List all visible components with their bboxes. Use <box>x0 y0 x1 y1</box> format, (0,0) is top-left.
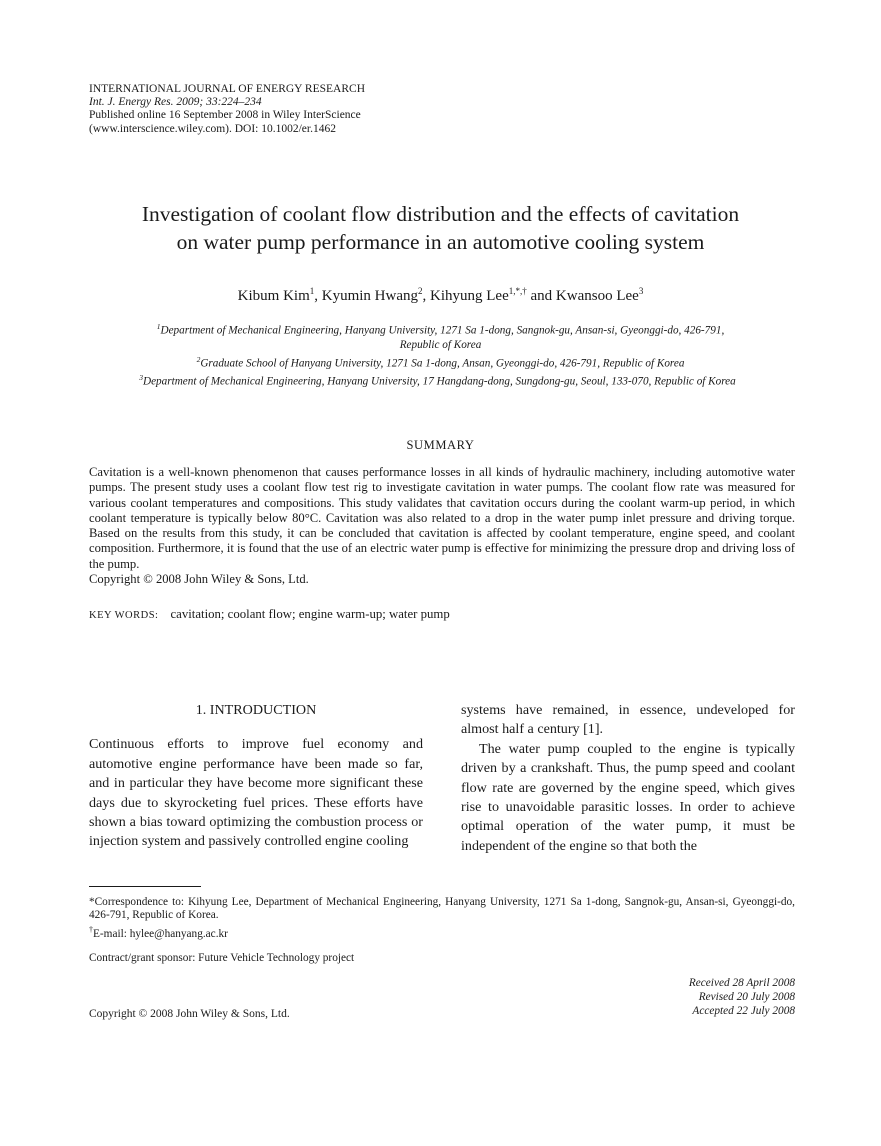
submission-dates <box>689 976 795 1018</box>
affiliation-1-cont: Republic of Korea <box>399 339 482 352</box>
received-date: Received 28 April 2008 <box>688 977 795 989</box>
author-1: Kibum Kim$^1$, <box>237 286 322 304</box>
publication-note: Published online 16 September 2008 in Wiley InterScience <box>89 109 361 122</box>
intro-paragraph-1-continued: systems have remained, in essence, undeveloped for almost half a century [1]. <box>461 702 795 738</box>
email-note: †E-mail: hylee@hanyang.ac.kr <box>89 924 228 940</box>
paper-title <box>60 200 821 256</box>
column-right <box>461 701 795 856</box>
intro-paragraph-2: The water pump coupled to the engine is typically driven by a crankshaft. Thus, the pump speed and coolant flow rate are governed by the engine speed, which gives rise to unavoidable parasitic losses. In order to achieve optimal operation of the water pump, it must be independent of the engine so that both the <box>461 740 795 854</box>
doi-line: (www.interscience.wiley.com). DOI: 10.1002/er.1462 <box>89 122 336 135</box>
revised-date: Revised 20 July 2008 <box>698 991 795 1004</box>
author-2: Kyumin Hwang$^2$, <box>321 286 431 304</box>
accepted-date: Accepted 22 July 2008 <box>692 1005 795 1018</box>
keywords <box>89 607 450 622</box>
author-list <box>60 286 821 305</box>
journal-name: INTERNATIONAL JOURNAL OF ENERGY RESEARCH <box>89 83 365 95</box>
correspondence-note: *Correspondence to: Kihyung Lee, Department of Mechanical Engineering, Hanyang University, 1271 Sa 1-dong, Sangnok-gu, Ansan-si, Gyeonggi-do, 426-791, Republic of Korea. <box>89 896 795 922</box>
section-heading-introduction: 1. INTRODUCTION <box>195 702 317 718</box>
summary-text: Cavitation is a well-known phenomenon that causes performance losses in all kinds of hydraulic machinery, including automotive water pumps. The present study uses a coolant flow test rig to investigate cavitation in water pumps. The coolant flow rate was measured for various coolant temperatures and compositions. This study validates that cavitation occurs during the coolant warm-up period, in which coolant temperature is typically below 80°C. Cavitation was also related to a drop in the water pump inlet pressure and driving torque. Based on the results from this study, it can be concluded that cavitation is affected by coolant temperature, engine speed, and coolant composition. Furthermore, it is found that the use of an electric water pump is effective for minimizing the pressure drop and driving loss of the pump. <box>89 465 795 571</box>
affiliations <box>88 320 793 389</box>
keywords-label: KEY WORDS: <box>89 610 159 621</box>
summary-heading: SUMMARY <box>406 438 475 452</box>
column-left <box>89 701 423 852</box>
summary-copyright: Copyright © 2008 John Wiley & Sons, Ltd. <box>89 572 309 587</box>
title-line-2: on water pump performance in an automotive cooling system <box>176 230 705 254</box>
affiliation-1: $^1$Department of Mechanical Engineering, Hanyang University, 1271 Sa 1-dong, Sangnok-gu, Ansan-si, Gyeonggi-do, 426-791, <box>156 322 725 337</box>
affiliation-3: $^3$Department of Mechanical Engineering, Hanyang University, 17 Hangdang-dong, Sungdong-gu, Seoul, 133-070, Republic of Korea <box>139 372 736 388</box>
journal-header <box>89 83 365 136</box>
author-3: Kihyung Lee$^{1,*,\dagger}$ and <box>430 286 556 304</box>
intro-paragraph-1: Continuous efforts to improve fuel economy and automotive engine performance have been made so far, and in particular they have become more significant these days due to skyrocketing fuel prices. These efforts have shown a bias toward optimizing the combustion process or injection system and passively controlled engine cooling <box>89 736 423 850</box>
journal-citation: Int. J. Energy Res. 2009; 33:224–234 <box>89 96 262 109</box>
footnotes <box>89 896 795 965</box>
sponsor-note: Contract/grant sponsor: Future Vehicle Technology project <box>89 951 355 964</box>
title-line-1: Investigation of coolant flow distribution and the effects of cavitation <box>141 202 740 226</box>
author-4: Kwansoo Lee$^3$ <box>555 286 644 304</box>
keywords-list: cavitation; coolant flow; engine warm-up; water pump <box>170 607 450 621</box>
footer-copyright: Copyright © 2008 John Wiley & Sons, Ltd. <box>89 1008 290 1020</box>
affiliation-2: $^2$Graduate School of Hanyang University, 1271 Sa 1-dong, Ansan, Gyeonggi-do, 426-791, Republic of Korea <box>196 354 685 370</box>
summary-block <box>89 465 795 587</box>
footnote-divider <box>89 886 201 887</box>
